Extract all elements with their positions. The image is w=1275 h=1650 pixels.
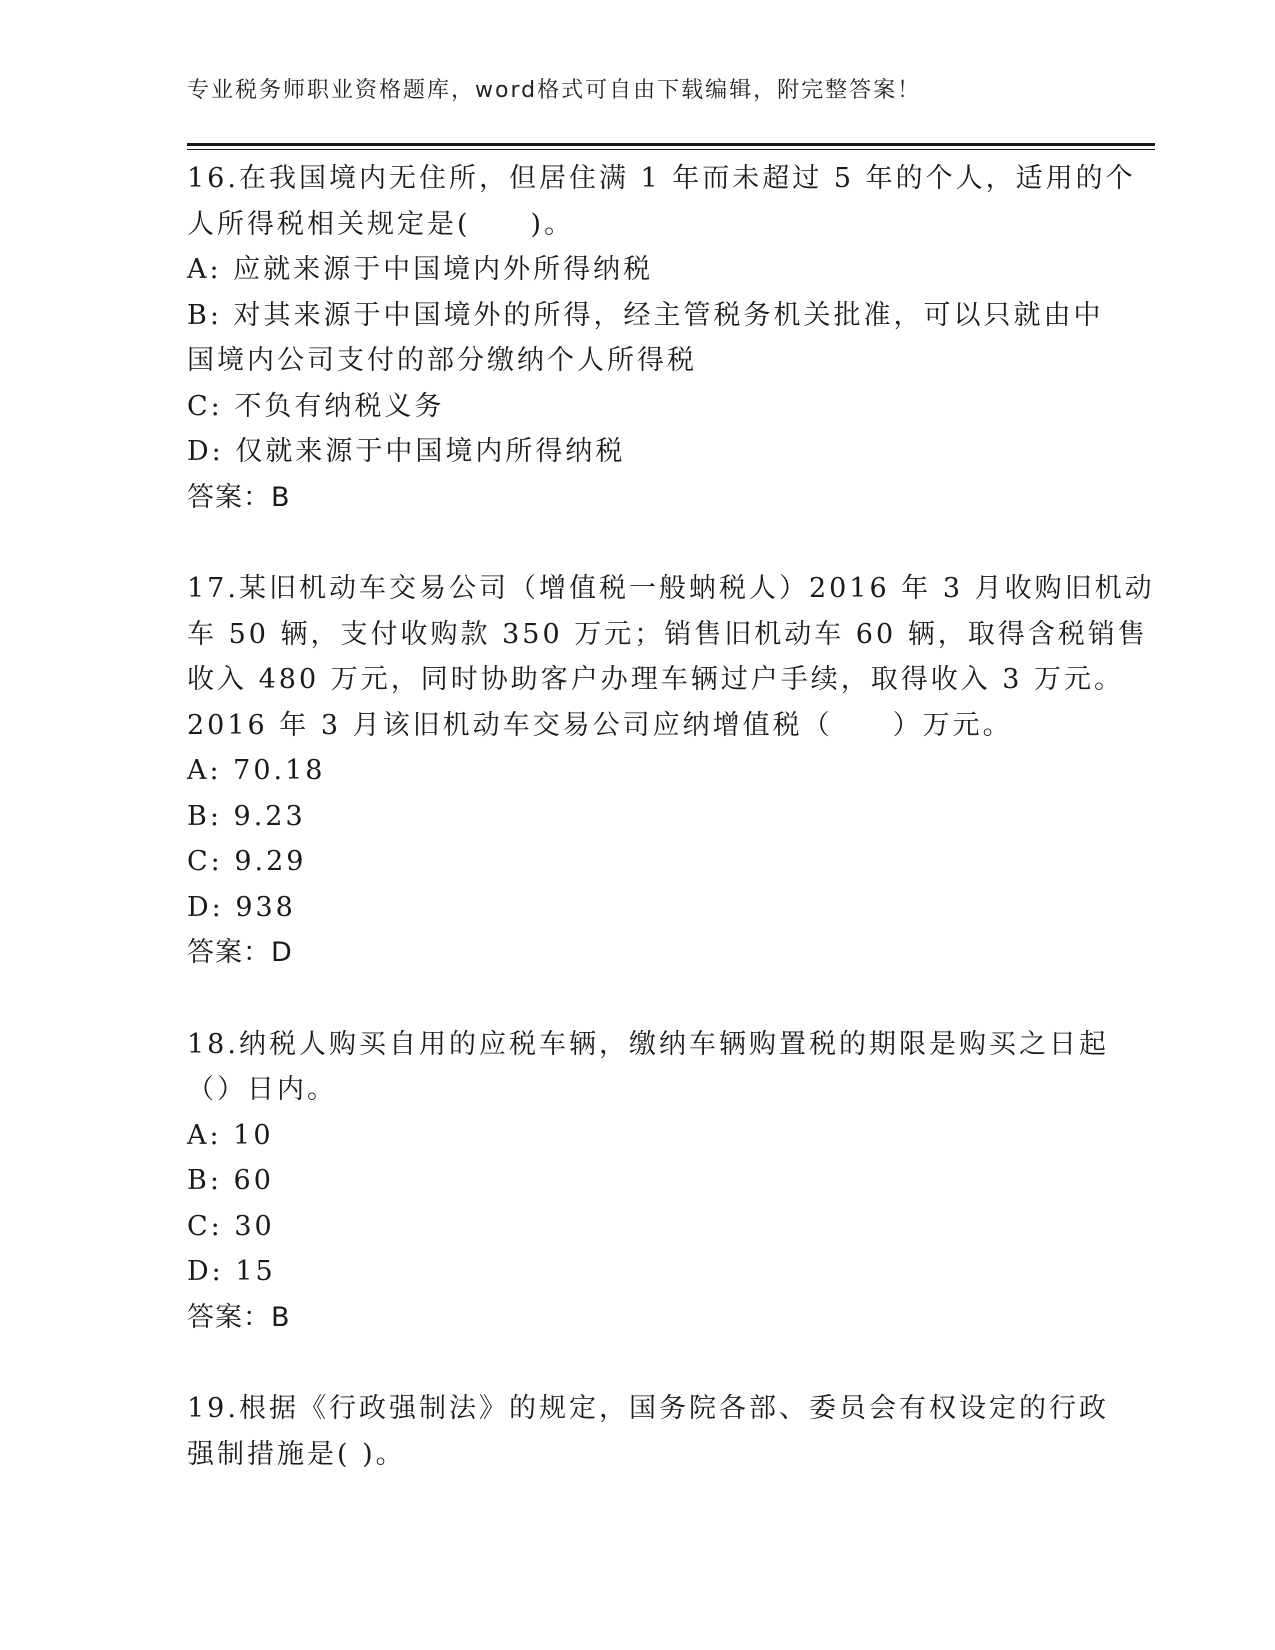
option-b-continued: 国境内公司支付的部分缴纳个人所得税	[187, 345, 697, 376]
option-d: D: 15	[187, 1256, 276, 1287]
question-16	[187, 156, 1136, 520]
header-rule-thick	[187, 143, 1155, 146]
option-c: C: 30	[187, 1210, 275, 1242]
option-b: B: 对其来源于中国境外的所得，经主管税务机关批准，可以只就由中	[187, 299, 1104, 331]
answer-label: 答案：B	[187, 481, 291, 513]
question-stem-line: 强制措施是( )。	[187, 1438, 406, 1470]
question-18	[187, 1022, 1109, 1341]
answer-label: 答案：B	[187, 1301, 291, 1333]
question-19	[187, 1386, 1109, 1477]
question-stem-line: 人所得税相关规定是( )。	[187, 208, 575, 240]
option-a: A: 应就来源于中国境内外所得纳税	[187, 254, 654, 285]
option-d: D: 938	[187, 891, 296, 923]
option-a: A: 70.18	[187, 755, 326, 786]
question-stem-line: 2016 年 3 月该旧机动车交易公司应纳增值税（ ）万元。	[187, 709, 1013, 741]
question-stem-line: 18.纳税人购买自用的应税车辆，缴纳车辆购置税的期限是购买之日起	[187, 1028, 1109, 1060]
question-stem-line: 收入 480 万元，同时协助客户办理车辆过户手续，取得收入 3 万元。	[187, 664, 1125, 695]
question-17	[187, 566, 1155, 976]
option-c: C: 9.29	[187, 846, 307, 877]
header-rule-thin	[187, 149, 1155, 150]
question-list	[187, 156, 1155, 1523]
page-header: 专业税务师职业资格题库，word格式可自由下载编辑，附完整答案！	[187, 78, 922, 103]
question-stem-line: 17.某旧机动车交易公司（增值税一般蚋税人）2016 年 3 月收购旧机动	[187, 573, 1155, 604]
answer-label: 答案：D	[187, 937, 293, 968]
question-stem-line: 车 50 辆，支付收购款 350 万元；销售旧机动车 60 辆，取得含税销售	[187, 618, 1148, 650]
option-d: D: 仅就来源于中国境内所得纳税	[187, 436, 626, 467]
option-a: A: 10	[187, 1119, 274, 1151]
question-stem-line: （）日内。	[187, 1074, 337, 1105]
question-stem-line: 19.根据《行政强制法》的规定，国务院各部、委员会有权设定的行政	[187, 1393, 1109, 1424]
option-b: B: 9.23	[187, 800, 306, 832]
option-c: C: 不负有纳税义务	[187, 390, 445, 422]
question-stem-line: 16.在我国境内无住所，但居住满 1 年而未超过 5 年的个人，适用的个	[187, 163, 1136, 194]
option-b: B: 60	[187, 1165, 274, 1196]
